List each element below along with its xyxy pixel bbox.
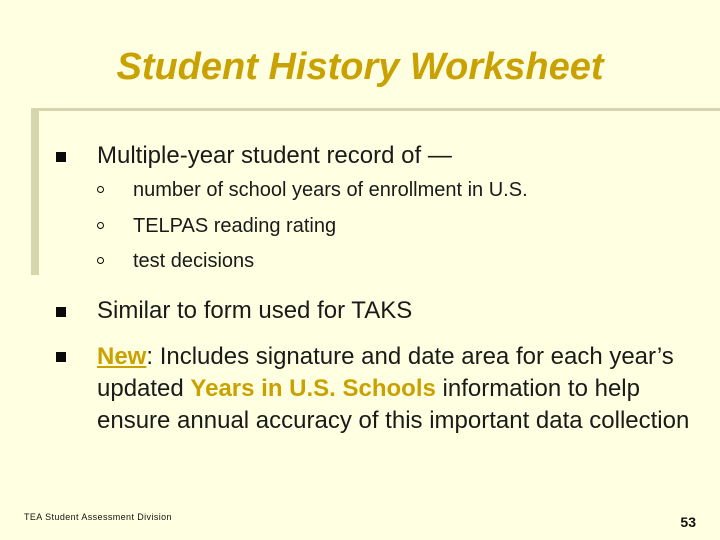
sub-item-test-decisions: test decisions [133, 250, 255, 272]
sub-item-enrollment: number of school years of enrollment in U.S. [133, 179, 528, 201]
sub-bullet-marker [97, 186, 104, 193]
sub-item-telpas: TELPAS reading rating [133, 215, 337, 237]
years-in-us-schools-emphasis: Years in U.S. Schools [190, 375, 436, 402]
sub-bullet-marker [97, 222, 104, 229]
bullet-marker [56, 307, 66, 317]
new-label: New [97, 343, 147, 370]
slide-title: Student History Worksheet [116, 46, 604, 88]
sub-bullet-marker [97, 257, 104, 264]
new-text-part2: information to help ensure annual accuracy of this important data collection [97, 375, 690, 434]
left-accent-bar [31, 108, 39, 275]
footer-text: TEA Student Assessment Division [24, 512, 172, 522]
bullet-marker [56, 352, 66, 362]
bullet-text-similar: Similar to form used for TAKS [97, 297, 413, 324]
title-divider [31, 108, 720, 111]
new-text-part1: : Includes signature and date area for each year’s updated [97, 343, 674, 402]
bullet-text-new [97, 341, 697, 437]
bullet-marker [56, 152, 66, 162]
bullet-text-record: Multiple-year student record of — [97, 142, 452, 169]
page-number: 53 [680, 514, 696, 530]
